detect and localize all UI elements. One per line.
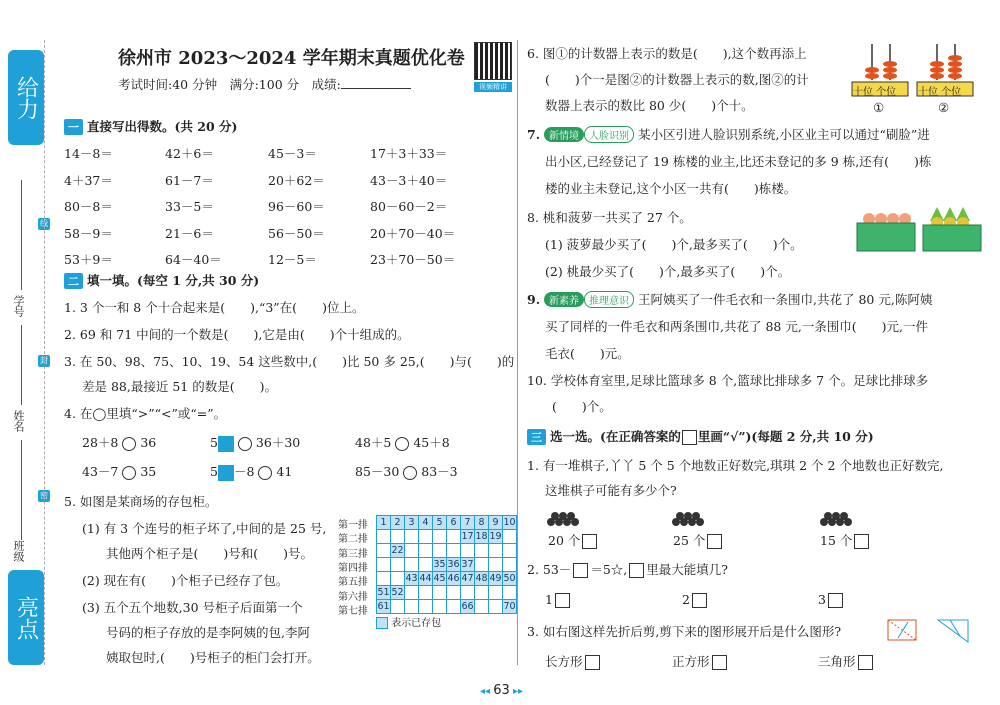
calc-item: 80－60－2＝ <box>370 199 448 214</box>
p2: 2. 53－ ＝5☆, 里最大能填几? <box>527 562 728 577</box>
locker-cell <box>503 558 517 572</box>
locker-cell <box>377 544 391 558</box>
binding-margin <box>0 40 48 665</box>
compare-circle[interactable] <box>238 437 252 451</box>
locker-cell: 8 <box>475 516 489 530</box>
p3-opt-1: 长方形 <box>545 652 600 670</box>
calc-item: 21－6＝ <box>165 225 214 241</box>
compare-circle[interactable] <box>122 437 136 451</box>
locker-cell <box>461 586 475 600</box>
answer-box[interactable] <box>858 655 873 670</box>
chess-pieces-icon <box>670 510 710 530</box>
locker-cell: 46 <box>447 573 460 584</box>
q2-5: 5. 如图是某商场的存包柜。 <box>64 494 218 509</box>
p1-opt-1: 20 个 <box>548 531 597 549</box>
locker-cell <box>405 558 419 572</box>
locker-cell: 4 <box>419 516 433 530</box>
q2-5-3c: 姨取包时,( )号柜子的柜门会打开。 <box>106 650 320 665</box>
locker-cell: 61 <box>377 601 390 612</box>
section-3-title: 三 选一选。(在正确答案的 里画“√”)(每题 2 分,共 10 分) <box>527 427 874 445</box>
p1-opt-3: 15 个 <box>820 531 869 549</box>
calc-item: 42＋6＝ <box>165 146 214 161</box>
locker-cell: 19 <box>489 531 502 542</box>
hidden-digit-box <box>218 465 234 481</box>
locker-cell <box>475 544 489 558</box>
locker-cell <box>405 544 419 558</box>
cut-line <box>44 40 45 665</box>
q7a: 7. 新情境 人脸识别 某小区引进人脸识别系统,小区业主可以通过“刷脸”进 <box>527 127 930 142</box>
locker-cell <box>405 586 419 600</box>
locker-legend: 表示已存包 <box>376 614 441 629</box>
q2-5-3a: (3) 五个五个地数,30 号柜子后面第一个 <box>82 600 303 615</box>
answer-box[interactable] <box>828 593 843 608</box>
divider <box>21 180 22 290</box>
locker-cell: 3 <box>405 516 419 530</box>
locker-cell <box>461 544 475 558</box>
chess-pieces-icon <box>545 510 585 530</box>
locker-cell <box>391 572 405 586</box>
compare-circle[interactable] <box>122 466 136 480</box>
locker-cell <box>377 558 391 572</box>
locker-cell: 1 <box>377 516 391 530</box>
divider <box>21 325 22 405</box>
calc-item: 61－7＝ <box>165 172 214 188</box>
chess-pieces-icon <box>818 510 858 530</box>
q6a: 6. 图①的计数器上表示的数是( ),这个数再添上 <box>527 46 807 61</box>
q2-3b: 差是 88,最接近 51 的数是( )。 <box>82 379 277 394</box>
label-xuehao: 学号 <box>12 295 25 317</box>
abacus-figures <box>850 40 990 118</box>
page-number: ◂◂ 63 ▸▸ <box>480 683 523 698</box>
q2-5-1a: (1) 有 3 个连号的柜子坏了,中间的是 25 号, <box>82 521 327 536</box>
calc-item: 12－5＝ <box>268 252 317 267</box>
qr-caption: 视频精讲 <box>474 82 512 92</box>
label-xingming: 姓名 <box>12 410 25 432</box>
p2-opt-1: 1 <box>545 592 570 608</box>
calc-item: 23＋70－50＝ <box>370 252 456 267</box>
locker-cell <box>419 586 433 600</box>
p1-opt-2: 25 个 <box>673 531 722 549</box>
abacus-label-1: 十位 个位 <box>853 87 897 98</box>
locker-cell <box>433 530 447 544</box>
calc-item: 56－50＝ <box>268 225 325 241</box>
locker-cell: 36 <box>447 559 460 570</box>
locker-cell <box>419 558 433 572</box>
locker-cell <box>405 600 419 614</box>
compare-5: 5 －8 41 <box>210 464 293 479</box>
q6b: ( )个一是图②的计数器上表示的数,图②的计 <box>545 72 809 87</box>
locker-cell: 7 <box>461 516 475 530</box>
answer-box[interactable] <box>582 534 597 549</box>
section-1-title: 一 直接写出得数。(共 20 分) <box>64 117 237 135</box>
locker-cell: 9 <box>489 516 503 530</box>
locker-cell: 70 <box>503 601 516 612</box>
locker-cell: 48 <box>475 573 488 584</box>
locker-cell <box>475 558 489 572</box>
fig-1-label: ① <box>873 100 885 115</box>
locker-cell: 51 <box>377 587 390 598</box>
p1a: 1. 有一堆棋子,丫丫 5 个 5 个地数正好数完,琪琪 2 个 2 个地数也正好数完, <box>527 458 944 473</box>
locker-row-label: 第四排 <box>338 562 368 574</box>
calc-item: 45－3＝ <box>268 146 317 161</box>
compare-circle[interactable] <box>258 466 272 480</box>
label-banji: 班级 <box>12 540 25 562</box>
seal-dot-secret: 密 <box>40 491 48 500</box>
locker-cell <box>489 558 503 572</box>
seal-dot-seal: 封 <box>40 356 48 365</box>
locker-cell: 49 <box>489 573 502 584</box>
locker-cell <box>433 586 447 600</box>
locker-cell: 17 <box>461 531 474 542</box>
page-title: 徐州市 2023～2024 学年期末真题优化卷 <box>118 48 465 69</box>
locker-cell <box>475 586 489 600</box>
locker-cell <box>433 600 447 614</box>
locker-cell: 52 <box>391 587 404 598</box>
calc-item: 4＋37＝ <box>64 172 113 188</box>
qr-code-icon <box>474 42 512 80</box>
locker-cell: 35 <box>433 559 446 570</box>
divider <box>21 440 22 540</box>
compare-3: 48＋5 45＋8 <box>355 435 450 450</box>
answer-box[interactable] <box>555 593 570 608</box>
q2-4: 4. 在◯里填“>”“<”或“=”。 <box>64 406 227 421</box>
locker-cell <box>405 530 419 544</box>
calc-item: 43－3＋40＝ <box>370 172 448 188</box>
calc-item: 53＋9＝ <box>64 252 113 267</box>
calc-item: 20＋70－40＝ <box>370 225 456 241</box>
locker-cell <box>433 544 447 558</box>
locker-cell <box>391 558 405 572</box>
p3-opt-2: 正方形 <box>672 652 727 670</box>
answer-box[interactable] <box>712 655 727 670</box>
p1b: 这堆棋子可能有多少个? <box>545 483 677 498</box>
locker-row-label: 第七排 <box>338 605 368 617</box>
p2-opt-3: 3 <box>818 592 843 608</box>
q2-3a: 3. 在 50、98、75、10、19、54 这些数中,( )比 50 多 25,( )与( )的 <box>64 354 515 369</box>
locker-cell: 43 <box>405 573 418 584</box>
locker-cell <box>503 544 517 558</box>
calc-item: 58－9＝ <box>64 225 113 241</box>
locker-row-label: 第六排 <box>338 591 368 603</box>
calc-item: 20＋62＝ <box>268 172 325 188</box>
seal-dot-line: 线 <box>40 219 48 228</box>
compare-6: 85－30 83－3 <box>355 464 458 479</box>
compare-circle[interactable] <box>395 437 409 451</box>
locker-cell: 47 <box>461 573 474 584</box>
calc-item: 80－8＝ <box>64 199 113 214</box>
q2-5-2: (2) 现在有( )个柜子已经存了包。 <box>82 573 289 588</box>
locker-cell: 66 <box>461 601 474 612</box>
locker-cell <box>391 530 405 544</box>
compare-2: 5 36＋30 <box>210 435 301 450</box>
q9b: 买了同样的一件毛衣和两条围巾,共花了 88 元,一条围巾( )元,一件 <box>545 319 929 334</box>
q8-1: (1) 菠萝最少买了( )个,最多买了( )个。 <box>545 237 803 252</box>
answer-box[interactable] <box>707 534 722 549</box>
q2-1: 1. 3 个一和 8 个十合起来是( ),“3”在( )位上。 <box>64 300 365 315</box>
calc-item: 96－60＝ <box>268 199 325 214</box>
locker-cell <box>447 530 461 544</box>
p2-opt-2: 2 <box>682 592 707 608</box>
answer-box[interactable] <box>585 655 600 670</box>
q2-2: 2. 69 和 71 中间的一个数是( ),它是由( )个十组成的。 <box>64 327 410 342</box>
locker-cell <box>489 544 503 558</box>
locker-grid <box>376 515 517 614</box>
locker-cell: 18 <box>475 531 488 542</box>
locker-cell <box>447 544 461 558</box>
compare-1: 28＋8 36 <box>82 435 157 450</box>
exam-info: 考试时间:40 分钟 满分:100 分 成绩: <box>118 75 411 93</box>
fruit-boxes-image <box>855 207 985 252</box>
q2-5-1b: 其他两个柜子是( )号和( )号。 <box>106 546 314 561</box>
q8: 8. 桃和菠萝一共买了 27 个。 <box>527 210 692 225</box>
locker-cell <box>419 600 433 614</box>
tab-top: 给力 <box>8 50 44 145</box>
calc-item: 64－40＝ <box>165 252 222 267</box>
locker-cell <box>475 600 489 614</box>
locker-cell <box>503 586 517 600</box>
locker-cell <box>391 600 405 614</box>
p3: 3. 如右图这样先折后剪,剪下来的图形展开后是什么图形? <box>527 624 842 639</box>
calc-item: 17＋3＋33＝ <box>370 146 448 161</box>
compare-4: 43－7 35 <box>82 464 157 479</box>
locker-cell: 6 <box>447 516 461 530</box>
locker-row-label: 第二排 <box>338 534 368 546</box>
calc-item: 33－5＝ <box>165 199 214 214</box>
q9a: 9. 新素养 推理意识 王阿姨买了一件毛衣和一条围巾,共花了 80 元,陈阿姨 <box>527 292 933 307</box>
p3-opt-3: 三角形 <box>818 652 873 670</box>
locker-cell: 22 <box>391 545 404 556</box>
column-divider <box>517 40 518 665</box>
abacus-label-2: 十位 个位 <box>918 87 962 98</box>
tab-bottom: 亮点 <box>8 570 44 665</box>
q6c: 数器上表示的数比 80 少( )个十。 <box>545 98 754 113</box>
locker-cell: 5 <box>433 516 447 530</box>
q8-2: (2) 桃最少买了( )个,最多买了( )个。 <box>545 264 791 279</box>
locker-cell: 50 <box>503 573 516 584</box>
q2-5-3b: 号码的柜子存放的是李阿姨的包,李阿 <box>106 625 310 640</box>
locker-cell: 44 <box>419 573 432 584</box>
locker-cell: 37 <box>461 559 474 570</box>
q10b: ( )个。 <box>552 399 612 414</box>
locker-row-label: 第三排 <box>338 548 368 560</box>
q7c: 楼的业主未登记,这个小区一共有( )栋楼。 <box>545 181 797 196</box>
compare-circle[interactable] <box>403 466 417 480</box>
calc-item: 14－8＝ <box>64 146 113 161</box>
fold-cut-diagram <box>886 616 976 646</box>
locker-cell: 45 <box>433 573 446 584</box>
locker-cell <box>377 530 391 544</box>
locker-cell <box>489 586 503 600</box>
locker-cell: 2 <box>391 516 405 530</box>
locker-cell <box>419 530 433 544</box>
locker-cell <box>489 600 503 614</box>
hidden-digit-box <box>218 436 234 452</box>
answer-box[interactable] <box>854 534 869 549</box>
locker-cell <box>419 544 433 558</box>
locker-cell: 10 <box>503 517 516 528</box>
locker-cell <box>447 600 461 614</box>
locker-cell <box>503 530 517 544</box>
q10a: 10. 学校体育室里,足球比篮球多 8 个,篮球比排球多 7 个。足球比排球多 <box>527 373 929 388</box>
locker-cell <box>447 586 461 600</box>
fig-2-label: ② <box>938 100 950 115</box>
locker-row-label: 第一排 <box>338 520 368 531</box>
locker-cell <box>377 572 391 586</box>
q9c: 毛衣( )元。 <box>545 346 630 361</box>
locker-row-label: 第五排 <box>338 577 368 589</box>
answer-box[interactable] <box>692 593 707 608</box>
q7b: 出小区,已经登记了 19 栋楼的业主,比还未登记的多 9 栋,还有( )栋 <box>545 154 932 169</box>
section-2-title: 二 填一填。(每空 1 分,共 30 分) <box>64 271 259 289</box>
